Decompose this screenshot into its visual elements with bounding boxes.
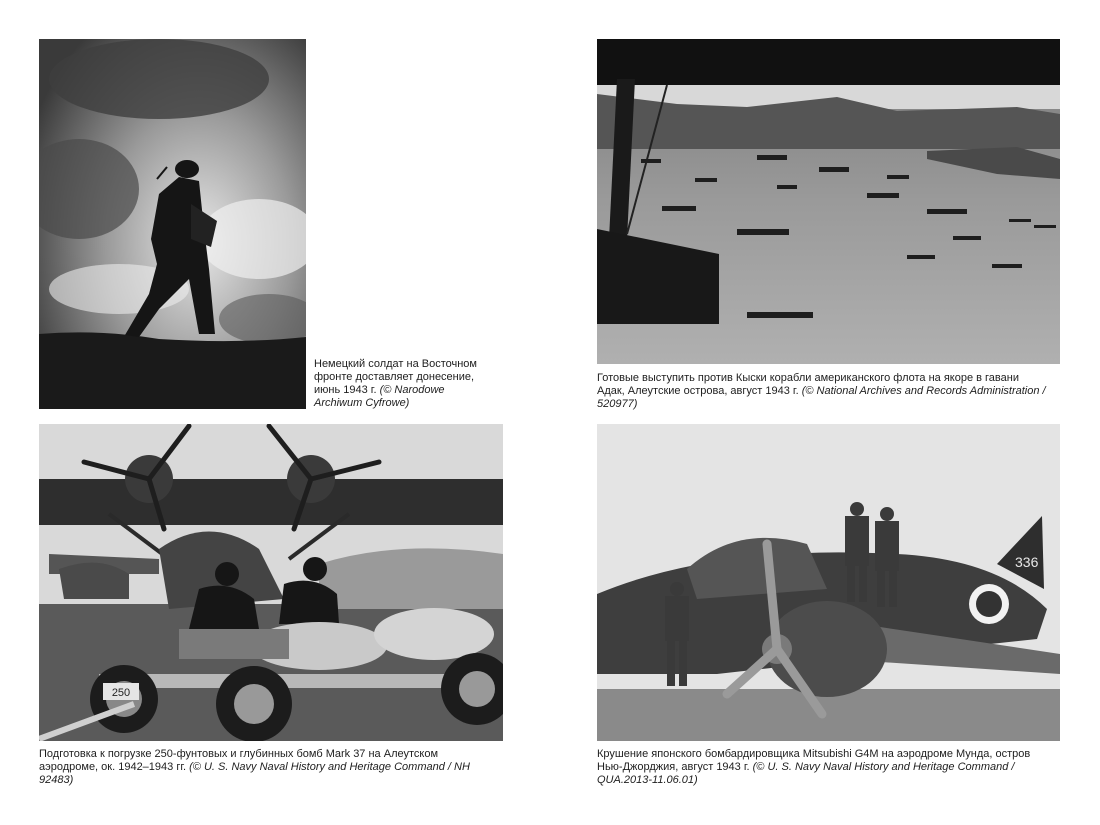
photo-wreck	[597, 424, 1060, 741]
soldier-image	[39, 39, 306, 409]
caption-fleet	[597, 372, 1047, 411]
bombs-image	[39, 424, 503, 741]
caption-bombs-text: Подготовка к погрузке 250-фунтовых и глубинных бомб Mark 37 на Алеутском аэродроме, ок. 1942–1943 гг.	[39, 748, 439, 773]
tail-number: 336	[1015, 554, 1039, 570]
fleet-image	[597, 39, 1060, 364]
cart-label: 250	[111, 687, 131, 699]
photo-soldier	[39, 39, 306, 409]
caption-wreck-text: Крушение японского бомбардировщика Mitsubishi G4M на аэродроме Мунда, остров Нью-Джорджия, август 1943 г.	[597, 748, 1031, 773]
caption-bombs-credit: (© U. S. Navy Naval History and Heritage Command / NH 92483)	[39, 761, 470, 786]
caption-soldier-credit: (© Narodowe Archiwum Cyfrowe)	[314, 384, 445, 409]
caption-soldier	[314, 358, 494, 410]
caption-wreck-credit: (© U. S. Navy Naval History and Heritage Command / QUA.2013-11.06.01)	[597, 761, 1015, 786]
caption-fleet-text: Готовые выступить против Кыски корабли американского флота на якоре в гавани Адак, Алеутские острова, август 1943 г.	[597, 372, 1019, 397]
caption-fleet-credit: (© National Archives and Records Administration / 520977)	[597, 385, 1046, 410]
caption-wreck	[597, 748, 1057, 787]
caption-bombs	[39, 748, 499, 787]
caption-soldier-text: Немецкий солдат на Восточном фронте доставляет донесение, июнь 1943 г.	[314, 358, 477, 396]
photo-fleet	[597, 39, 1060, 364]
wreck-image	[597, 424, 1060, 741]
photo-bombs	[39, 424, 503, 741]
